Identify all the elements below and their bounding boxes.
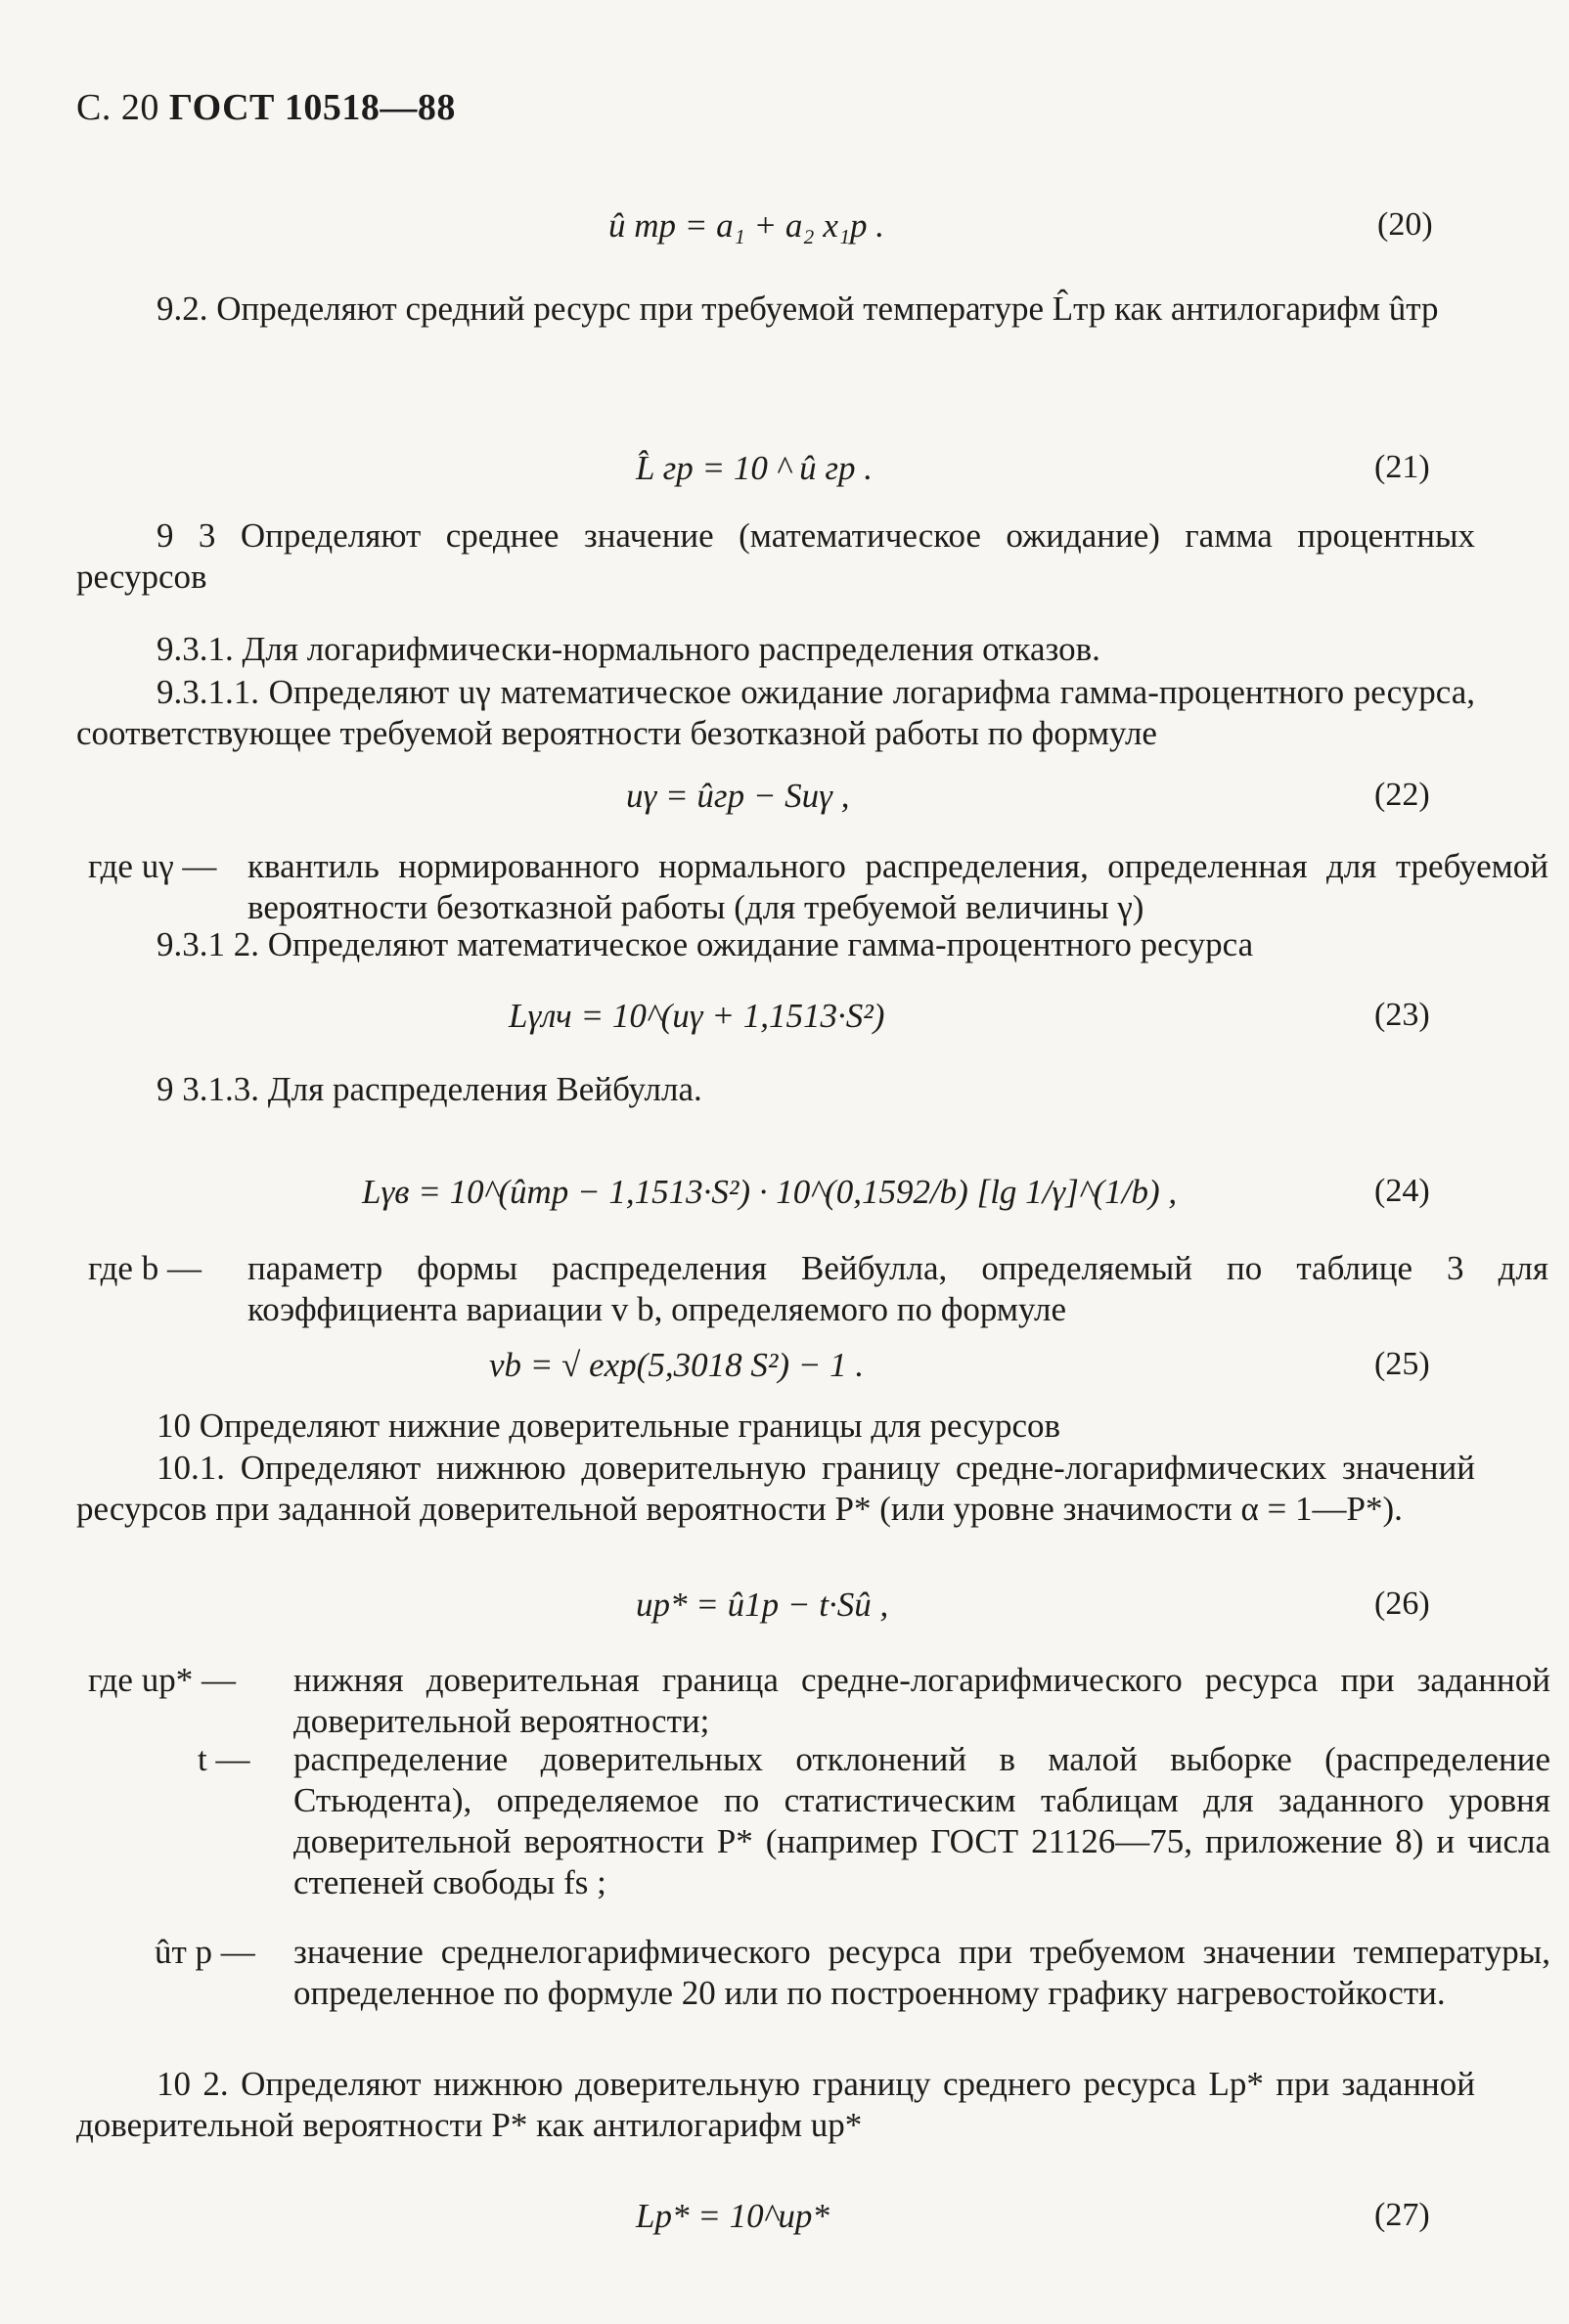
definition-term: где uγ —	[88, 847, 217, 885]
definition-text: параметр формы распределения Вейбулла, определяемый по таблице 3 для коэффициента вариации v b, определяемого по формуле	[247, 1249, 1548, 1328]
definition-text: квантиль нормированного нормального распределения, определенная для требуемой вероятности безотказной работы (для требуемой величины γ)	[247, 847, 1548, 926]
definition-term: где up* —	[88, 1661, 236, 1699]
page-number: С. 20	[76, 87, 159, 128]
definition-text: распределение доверительных отклонений в малой выборке (распределение Стьюдента), определяемое по статистическим таблицам для заданного уровня доверительной вероятности P* (например ГОСТ 21126—75, приложение 8) и числа степеней свободы fs ;	[293, 1740, 1550, 1901]
equation-27-formula: Lp* = 10^up*	[636, 2197, 829, 2235]
equation-20-number: (20)	[1377, 206, 1433, 243]
equation-27-number: (27)	[1374, 2197, 1430, 2233]
paragraph-9-3-1-3: 9 3.1.3. Для распределения Вейбулла.	[157, 1070, 702, 1108]
equation-23-number: (23)	[1374, 997, 1430, 1033]
equation-26-number: (26)	[1374, 1586, 1430, 1622]
paragraph-10: 10 Определяют нижние доверительные границы для ресурсов	[157, 1407, 1061, 1445]
equation-22-number: (22)	[1374, 777, 1430, 813]
paragraph-9-2: 9.2. Определяют средний ресурс при требуемой температуре L̂тр как антилогарифм ûтр	[157, 290, 1439, 328]
equation-22-formula: uγ = ûгр − Suγ ,	[626, 777, 850, 815]
paragraph-9-3-1-1: 9.3.1.1. Определяют uγ математическое ожидание логарифма гамма-процентного ресурса, соответствующее требуемой вероятности безотказной работы по формуле	[76, 673, 1475, 752]
equation-20-formula: û тр = a₁ + a₂ x₁р .	[608, 206, 885, 245]
definition-text: значение среднелогарифмического ресурса при требуемом значении температуры, определенное по формуле 20 или по построенному графику нагревостойкости.	[293, 1933, 1550, 2012]
paragraph-9-3-1-2: 9.3.1 2. Определяют математическое ожидание гамма-процентного ресурса	[157, 925, 1254, 963]
definition-term: где b —	[88, 1249, 202, 1287]
paragraph-9-3-1: 9.3.1. Для логарифмически-нормального распределения отказов.	[157, 630, 1100, 668]
standard-code: ГОСТ 10518—88	[168, 87, 456, 128]
equation-26	[0, 1585, 1569, 1643]
equation-24-number: (24)	[1374, 1173, 1430, 1209]
definition-term: t —	[198, 1740, 250, 1778]
equation-23	[0, 996, 1569, 1054]
paragraph-10-2: 10 2. Определяют нижнюю доверительную границу среднего ресурса Lp* при заданной доверительной вероятности P* как антилогарифм up*	[76, 2065, 1475, 2144]
equation-22	[0, 776, 1569, 834]
paragraph-10-1: 10.1. Определяют нижнюю доверительную границу средне-логарифмических значений ресурсов при заданной доверительной вероятности P* (или уровне значимости α = 1—P*).	[76, 1449, 1475, 1528]
equation-25	[0, 1345, 1569, 1404]
equation-27	[0, 2196, 1569, 2255]
equation-24-formula: Lγв = 10^(ûтр − 1,1513·S²) · 10^(0,1592/b) [lg 1/γ]^(1/b) ,	[362, 1173, 1178, 1211]
equation-25-formula: vb = √ exp(5,3018 S²) − 1 .	[489, 1346, 865, 1384]
page-header	[76, 86, 456, 131]
equation-26-formula: up* = û1р − t·Sû ,	[636, 1586, 889, 1624]
definition-term: ûт р —	[155, 1933, 255, 1971]
equation-23-formula: Lγлч = 10^(uγ + 1,1513·S²)	[509, 997, 885, 1035]
paragraph-9-3: 9 3 Определяют среднее значение (математическое ожидание) гамма процентных ресурсов	[76, 516, 1475, 596]
definition-text: нижняя доверительная граница средне-логарифмического ресурса при заданной доверительной вероятности;	[293, 1661, 1550, 1740]
equation-25-number: (25)	[1374, 1346, 1430, 1382]
equation-21-formula: L̂ гр = 10 ^ û гр .	[636, 449, 874, 487]
equation-20	[0, 205, 1569, 264]
equation-24	[0, 1172, 1569, 1230]
equation-21-number: (21)	[1374, 449, 1430, 485]
equation-21	[0, 448, 1569, 507]
